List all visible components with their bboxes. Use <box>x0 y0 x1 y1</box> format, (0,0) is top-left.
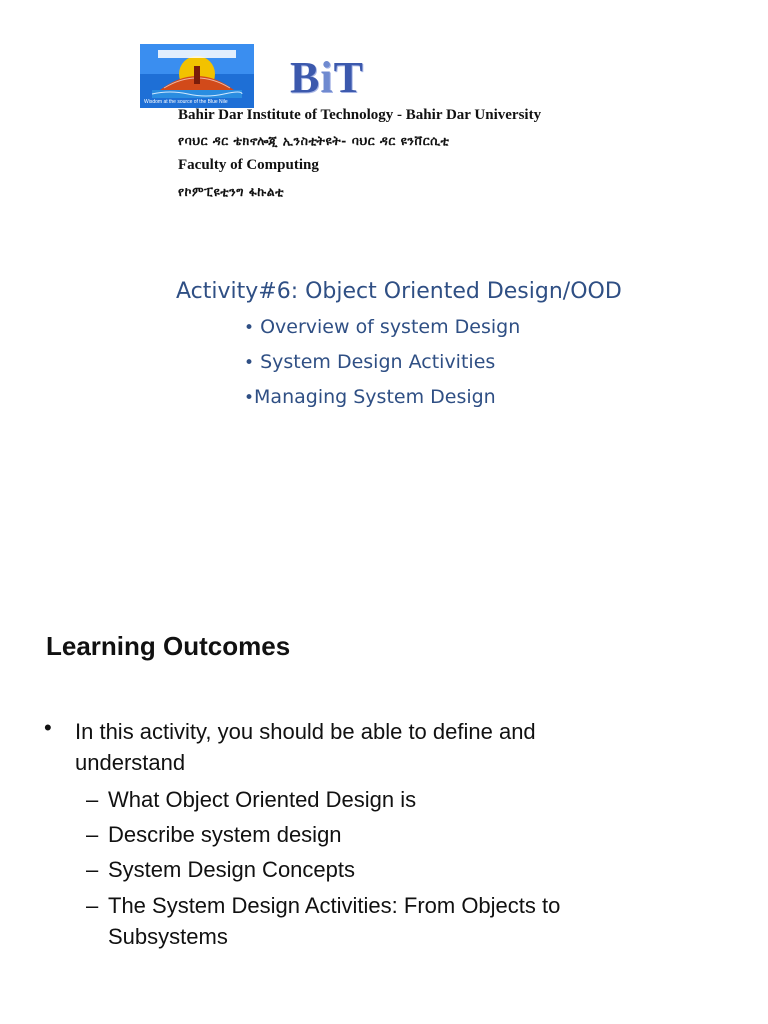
institution-name-am: የባህር ዳር ቴክኖሎጂ ኢንስቲትዩት- ባህር ዳር ዩንቨርሲቲ <box>178 133 450 148</box>
sub-item-marker: – <box>86 822 99 847</box>
slide-learning-outcomes <box>0 600 768 1024</box>
topic-item <box>244 386 496 408</box>
bit-letter-t: T <box>333 53 364 102</box>
faculty-name-am: የኮምፒዩቲንግ ፋኩልቲ <box>178 184 285 199</box>
topic-item <box>244 351 495 373</box>
activity-title: Activity#6: Object Oriented Design/OOD <box>176 279 622 304</box>
sub-item-marker: – <box>86 893 99 918</box>
topic-text: System Design Activities <box>254 351 496 373</box>
sub-item-text: System Design Concepts <box>108 857 355 882</box>
learning-outcomes-title: Learning Outcomes <box>46 631 291 661</box>
faculty-name-en: Faculty of Computing <box>178 157 319 173</box>
sub-item-text: What Object Oriented Design is <box>108 787 417 812</box>
sub-item-text: The System Design Activities: From Objects to Subsystems <box>108 893 561 949</box>
logo-motto: Wisdom at the source of the Blue Nile <box>144 99 228 105</box>
topic-text: Overview of system Design <box>254 316 521 338</box>
topic-bullet: • <box>244 353 255 373</box>
bit-letter-b: B <box>290 53 321 102</box>
bit-letter-i: i <box>320 53 334 102</box>
bullet-marker: • <box>44 715 52 740</box>
institution-name-en: Bahir Dar Institute of Technology - Bahir Dar University <box>178 107 542 123</box>
university-logo <box>140 44 254 108</box>
topic-text: Managing System Design <box>254 386 496 408</box>
bullet-text: In this activity, you should be able to define and understand <box>75 719 536 775</box>
sub-item-text: Describe system design <box>108 822 342 847</box>
topic-bullet: • <box>244 388 255 408</box>
sub-item-marker: – <box>86 787 99 812</box>
topic-bullet: • <box>244 318 255 338</box>
topic-item <box>244 316 520 338</box>
sub-item-marker: – <box>86 857 99 882</box>
bit-brand-mark <box>290 53 364 102</box>
